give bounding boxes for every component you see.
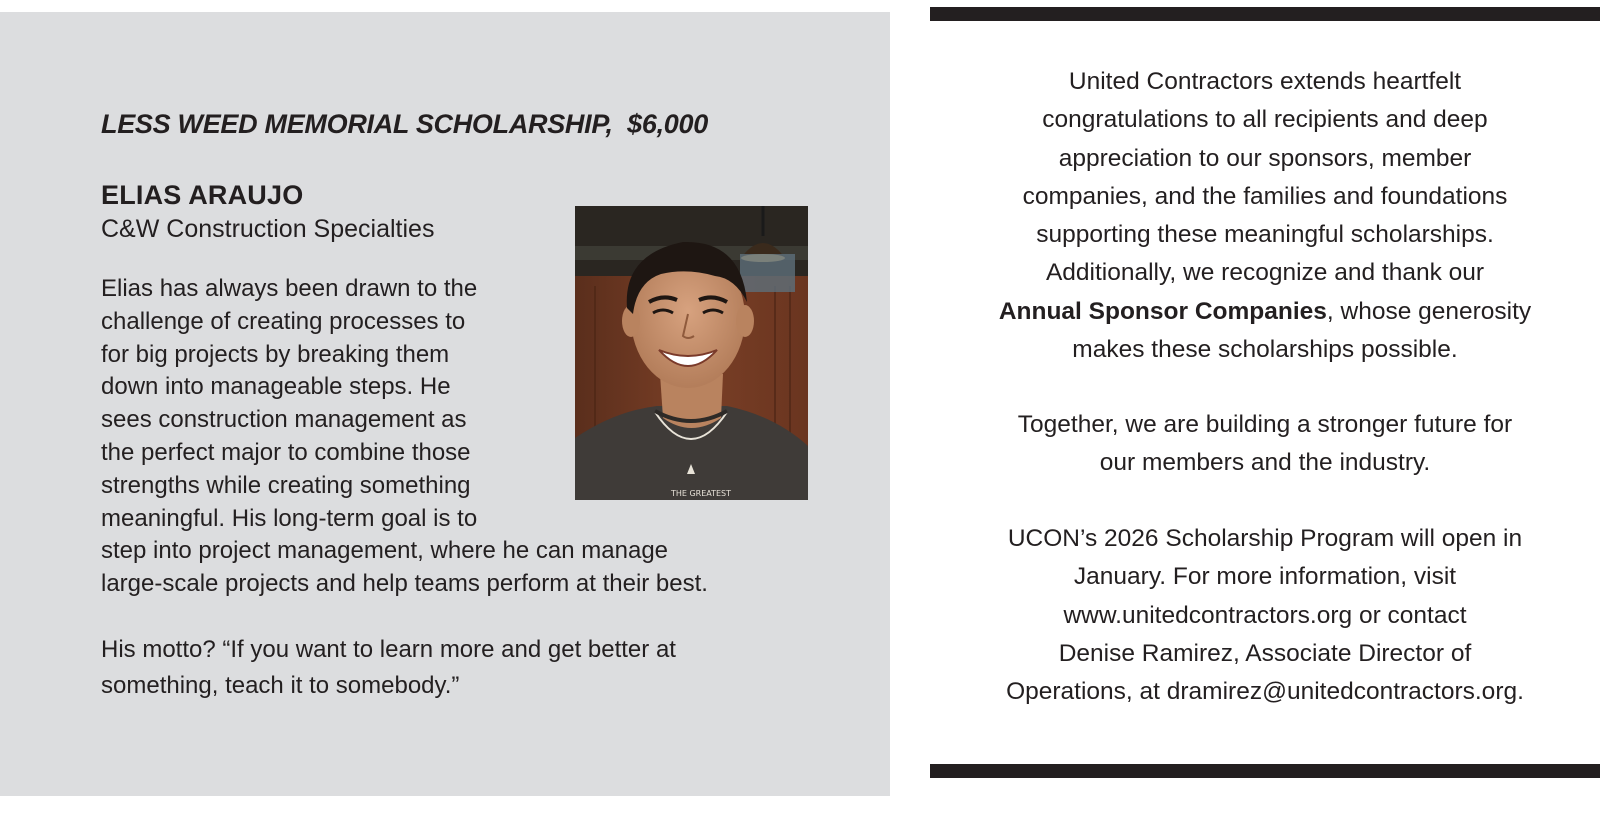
bio-line: meaningful. His long-term goal is to [101, 504, 478, 532]
recipient-company: C&W Construction Specialties [101, 215, 435, 243]
photo-shirt-text: THE GREATEST [670, 489, 732, 498]
paragraph-line: appreciation to our sponsors, member [1058, 144, 1472, 172]
sponsor-companies-emphasis: Annual Sponsor Companies [998, 297, 1327, 325]
top-divider-bar [930, 7, 1600, 21]
motto-line: His motto? “If you want to learn more and get better at [101, 636, 676, 663]
bottom-divider-bar [930, 764, 1600, 778]
bio-line: for big projects by breaking them [101, 340, 450, 368]
scholarship-panel [0, 12, 890, 796]
paragraph-line: Denise Ramirez, Associate Director of [1058, 639, 1472, 667]
together-paragraph [930, 406, 1600, 483]
paragraph-line: congratulations to all recipients and deep [1042, 106, 1488, 134]
paragraph-fragment: , whose generosity [1326, 297, 1532, 325]
bio-line: step into project management, where he can manage [101, 537, 669, 565]
paragraph-line: UCON’s 2026 Scholarship Program will open in [1007, 525, 1523, 552]
bio-line: sees construction management as [101, 406, 467, 434]
paragraph-line: Operations, at dramirez@unitedcontractors.org. [1006, 678, 1524, 706]
paragraph-line: www.unitedcontractors.org or contact [1063, 601, 1467, 629]
paragraph-line: supporting these meaningful scholarships. [1036, 221, 1494, 249]
bio-line: challenge of creating processes to [101, 307, 466, 335]
congratulations-paragraph [930, 63, 1600, 369]
scholarship-title: LESS WEED MEMORIAL SCHOLARSHIP, $6,000 [101, 109, 708, 139]
paragraph-line: makes these scholarships possible. [1072, 336, 1458, 364]
recipient-name: ELIAS ARAUJO [101, 180, 304, 210]
paragraph-line: Together, we are building a stronger future for [1017, 411, 1513, 438]
paragraph-line: our members and the industry. [1099, 449, 1431, 477]
paragraph-line: United Contractors extends heartfelt [1068, 68, 1462, 95]
bio-line: the perfect major to combine those [101, 438, 471, 466]
paragraph-line: January. For more information, visit [1073, 563, 1457, 591]
bio-line: large-scale projects and help teams perform at their best. [101, 570, 708, 598]
paragraph-line: Additionally, we recognize and thank our [1045, 259, 1485, 287]
recipient-bio [101, 273, 801, 601]
program-info-paragraph [930, 520, 1600, 711]
bio-line: Elias has always been drawn to the [101, 275, 478, 302]
paragraph-line [930, 293, 1600, 331]
motto-line: something, teach it to somebody.” [101, 672, 460, 699]
bio-line: strengths while creating something [101, 471, 471, 499]
recipient-motto [101, 632, 801, 704]
paragraph-line: companies, and the families and foundations [1022, 182, 1508, 210]
bio-line: down into manageable steps. He [101, 373, 451, 401]
